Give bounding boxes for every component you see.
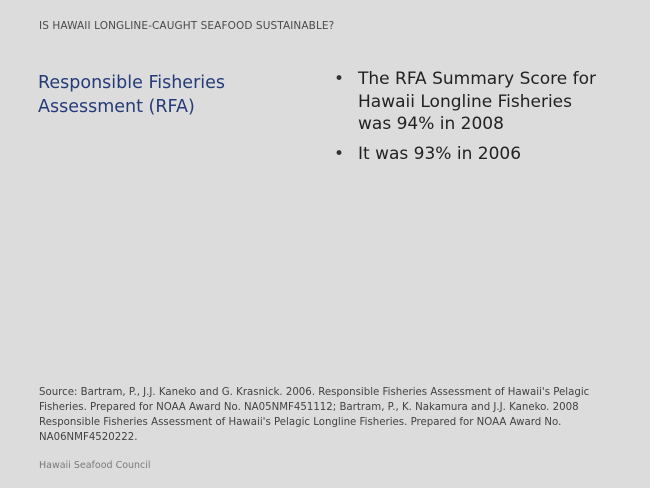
bullet-text: The RFA Summary Score for Hawaii Longline Fisheries was 94% in 2008 xyxy=(358,69,597,134)
bullet-marker: • xyxy=(334,69,345,89)
bullet-item-1 xyxy=(322,68,622,136)
bullet-text: It was 93% in 2006 xyxy=(358,143,522,164)
source-citation: Source: Bartram, P., J.J. Kaneko and G. Krasnick. 2006. Responsible Fisheries Assessment of Hawaii's Pelagic Fisheries. Prepared for NOAA Award No. NA05NMF451112; Bartram, P., K. Nakamura and J.J. Kaneko. 2008 Responsible Fisheries Assessment of Hawaii's Pelagic Longline Fisheries. Prepared for NOAA Award No. NA06NMF4520222. xyxy=(39,387,590,443)
bullet-list xyxy=(322,68,622,172)
bullet-marker: • xyxy=(334,143,345,164)
section-title: Responsible Fisheries Assessment (RFA) xyxy=(38,73,226,117)
slide-header: IS HAWAII LONGLINE-CAUGHT SEAFOOD SUSTAINABLE? xyxy=(39,20,335,32)
bullet-item-2 xyxy=(322,143,622,166)
footer-organization: Hawaii Seafood Council xyxy=(39,460,151,471)
